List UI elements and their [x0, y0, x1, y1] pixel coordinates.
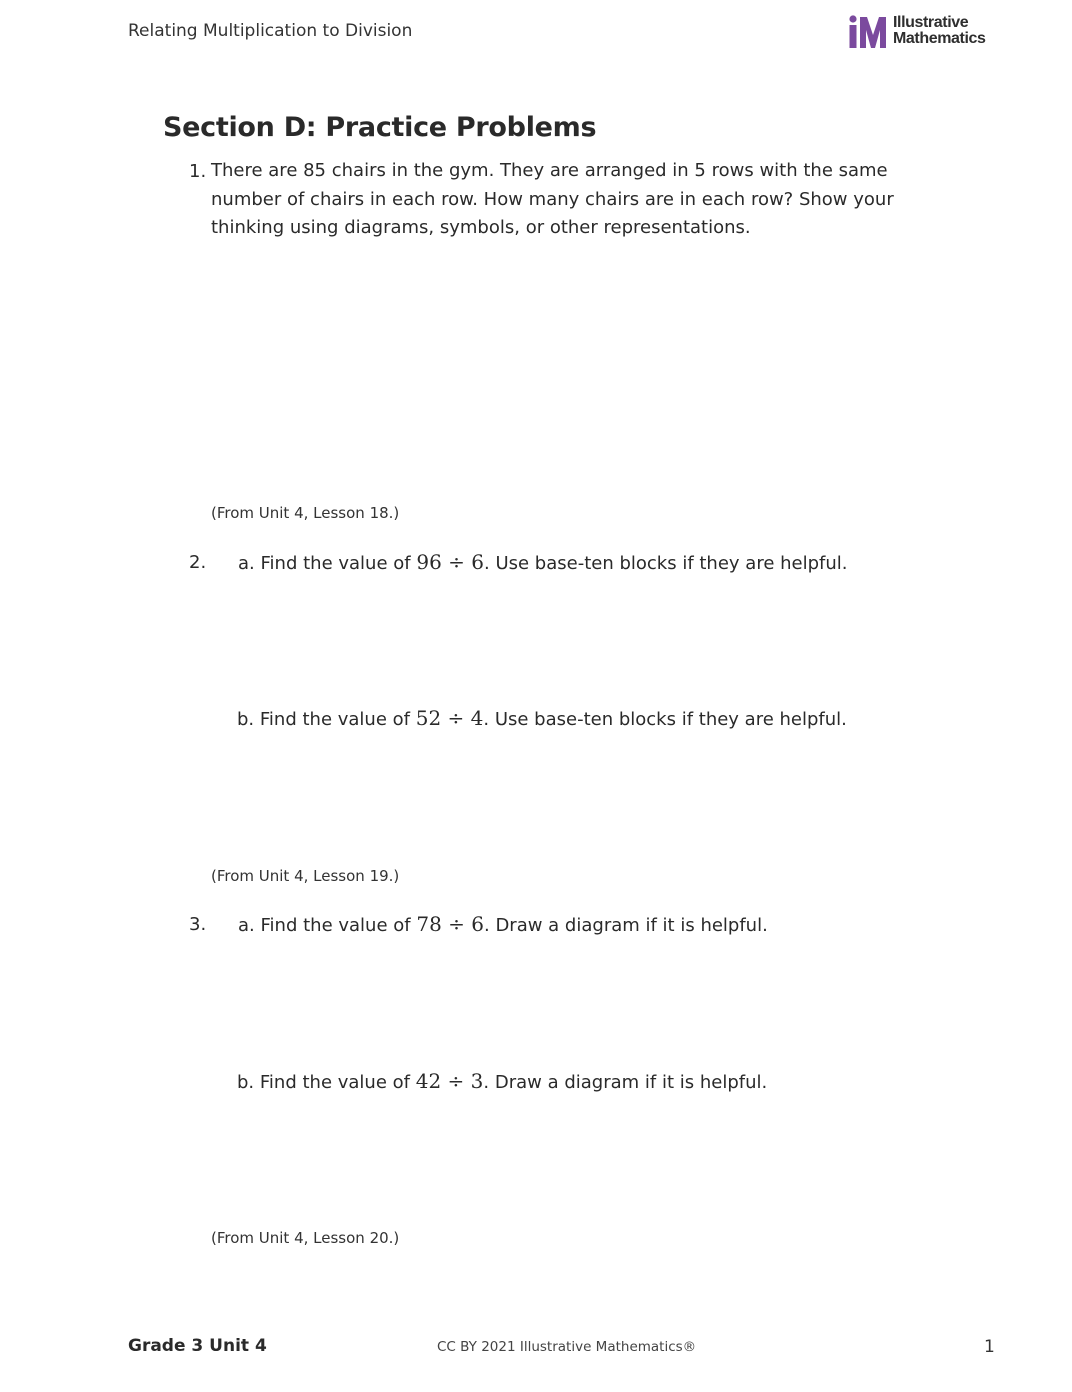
problem-3b-prompt: [237, 1069, 767, 1093]
part-text: Find the value of: [259, 1072, 410, 1093]
problem-1-number: 1.: [189, 161, 207, 182]
illustrative-mathematics-logo: [848, 15, 998, 51]
division-expression: 52 ÷ 4: [415, 706, 484, 730]
problem-2-number: 2.: [189, 552, 207, 573]
problem-2b-prompt: [237, 706, 847, 730]
im-logo-icon: [848, 15, 888, 49]
problem-3-source: (From Unit 4, Lesson 20.): [211, 1229, 400, 1247]
part-text-after: . Use base-ten blocks if they are helpful.: [484, 553, 848, 574]
footer-unit-label: Grade 3 Unit 4: [128, 1336, 267, 1356]
part-text: Find the value of: [260, 553, 411, 574]
problem-3-number: 3.: [189, 914, 207, 935]
problem-1-prompt: There are 85 chairs in the gym. They are arranged in 5 rows with the same number of chairs in each row. How many chairs are in each row? Show your thinking using diagrams, symbols, or other representations.: [211, 160, 894, 238]
part-label: b.: [237, 709, 255, 730]
division-expression: 96 ÷ 6: [416, 550, 484, 574]
document-header-title: Relating Multiplication to Division: [128, 21, 413, 41]
part-text-after: . Draw a diagram if it is helpful.: [484, 915, 768, 936]
logo-wordmark: [893, 15, 986, 47]
part-label: a.: [238, 915, 255, 936]
page-number: 1: [984, 1337, 995, 1357]
part-label: b.: [237, 1072, 255, 1093]
footer-license: CC BY 2021 Illustrative Mathematics®: [437, 1339, 697, 1355]
division-expression: 78 ÷ 6: [416, 912, 484, 936]
part-text: Find the value of: [259, 709, 410, 730]
problem-2-source: (From Unit 4, Lesson 19.): [211, 867, 400, 885]
division-expression: 42 ÷ 3: [415, 1069, 484, 1093]
section-title: Section D: Practice Problems: [163, 112, 597, 143]
part-label: a.: [238, 553, 255, 574]
problem-3a-prompt: [238, 912, 768, 936]
logo-line-1: Illustrative: [893, 14, 969, 31]
problem-2a-prompt: [238, 550, 848, 574]
problem-1-source: (From Unit 4, Lesson 18.): [211, 504, 400, 522]
part-text: Find the value of: [260, 915, 411, 936]
logo-line-2: Mathematics: [893, 30, 986, 47]
part-text-after: . Use base-ten blocks if they are helpful.: [483, 709, 847, 730]
part-text-after: . Draw a diagram if it is helpful.: [483, 1072, 768, 1093]
